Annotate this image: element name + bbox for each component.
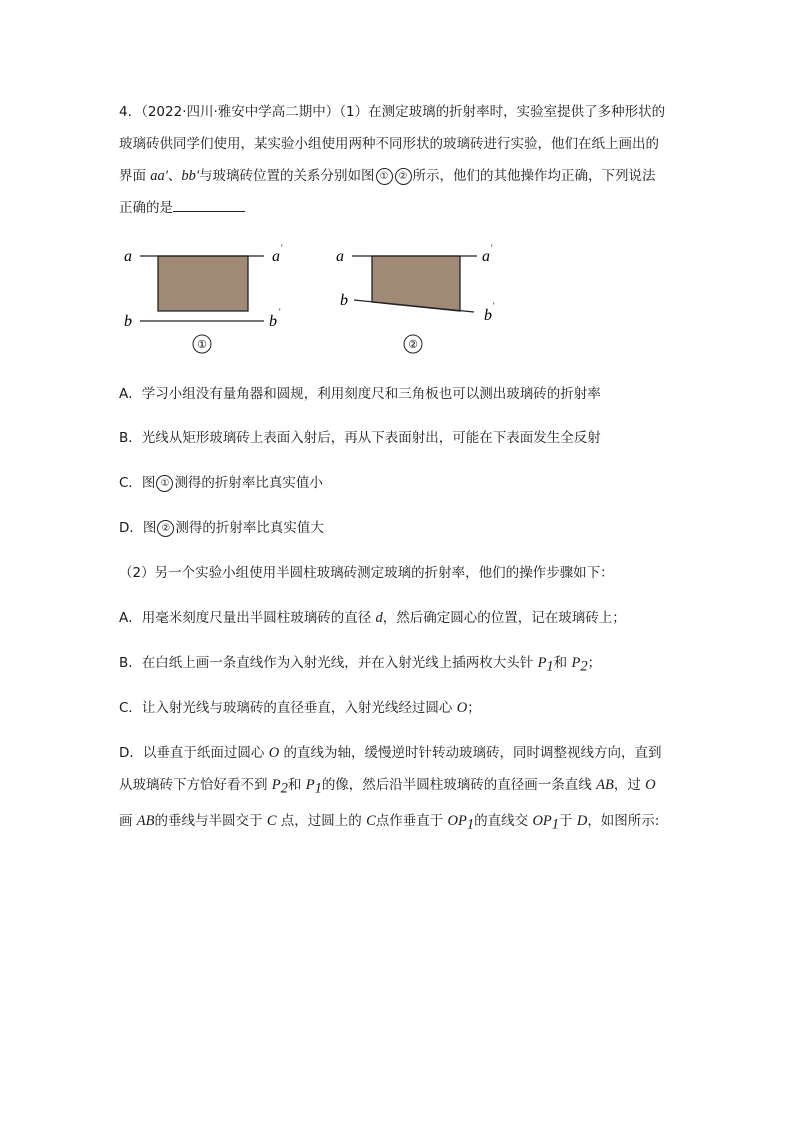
label-b: b: [340, 292, 348, 309]
label-a-prime: a: [272, 248, 280, 265]
figure-2-caption: ②: [408, 339, 418, 351]
option-b[interactable]: B．光线从矩形玻璃砖上表面入射后，再从下表面射出，可能在下表面发生全反射: [119, 430, 601, 446]
question-stem: [119, 96, 679, 224]
label-a: a: [336, 248, 344, 265]
fig-ref-1: ①: [376, 168, 393, 185]
label-b: b: [124, 313, 132, 330]
step-c: C．让入射光线与玻璃砖的直径垂直，入射光线经过圆心 O；: [119, 700, 481, 716]
prime-mark: ': [493, 301, 495, 311]
fig-ref-2: ②: [395, 168, 412, 185]
part2-intro: （2）另一个实验小组使用半圆柱玻璃砖测定玻璃的折射率，他们的操作步骤如下：: [119, 565, 614, 581]
step-b: B．在白纸上画一条直线作为入射光线，并在入射光线上插两枚大头针 $P_1$和 $P_2$；: [119, 655, 602, 675]
stem-line-4: 正确的是: [119, 200, 245, 216]
figure-1-caption: ①: [197, 339, 207, 351]
step-a: A．用毫米刻度尺量出半圆柱玻璃砖的直径 d，然后确定圆心的位置，记在玻璃砖上；: [119, 610, 626, 626]
prime-mark: ': [279, 307, 281, 317]
option-a[interactable]: A．学习小组没有量角器和圆规，利用刻度尺和三角板也可以测出玻璃砖的折射率: [119, 386, 601, 402]
glass-brick-rect: [158, 256, 248, 311]
label-b-prime: b: [484, 307, 492, 324]
option-c[interactable]: C．图 ① 测得的折射率比真实值小: [119, 475, 323, 491]
figure-2: [332, 240, 512, 360]
step-d: D．以垂直于纸面过圆心 O 的直线为轴，缓慢逆时针转动玻璃砖，同时调整视线方向，直到 从玻璃砖下方恰好看不到 $P_2$和 $P_1$的像，然后沿半圆柱玻璃砖的直径画一条直线 AB，过 O 画 AB的垂线与半圆交于 C 点，过圆上的 C点作垂直于 $OP_1$的直线交 $OP_1$于 D，如图所示:: [119, 745, 662, 833]
prime-mark: ': [491, 243, 493, 253]
stem-line-1: 4．（2022·四川·雅安中学高二期中）（1）在测定玻璃的折射率时，实验室提供了多种形状的: [119, 104, 666, 120]
figure-1: [118, 240, 298, 360]
label-b-prime: b: [269, 313, 277, 330]
label-a-prime: a: [482, 248, 490, 265]
label-a: a: [124, 248, 132, 265]
stem-line-2: 玻璃砖供同学们使用，某实验小组使用两种不同形状的玻璃砖进行实验，他们在纸上画出的: [119, 136, 659, 152]
answer-blank[interactable]: [173, 195, 245, 212]
option-d[interactable]: D．图 ② 测得的折射率比真实值大: [119, 520, 324, 536]
prime-mark: ': [281, 243, 283, 253]
stem-line-3: 界面 aa'、bb'与玻璃砖位置的关系分别如图 ① ② 所示，他们的其他操作均正确，下列说法: [119, 168, 656, 184]
